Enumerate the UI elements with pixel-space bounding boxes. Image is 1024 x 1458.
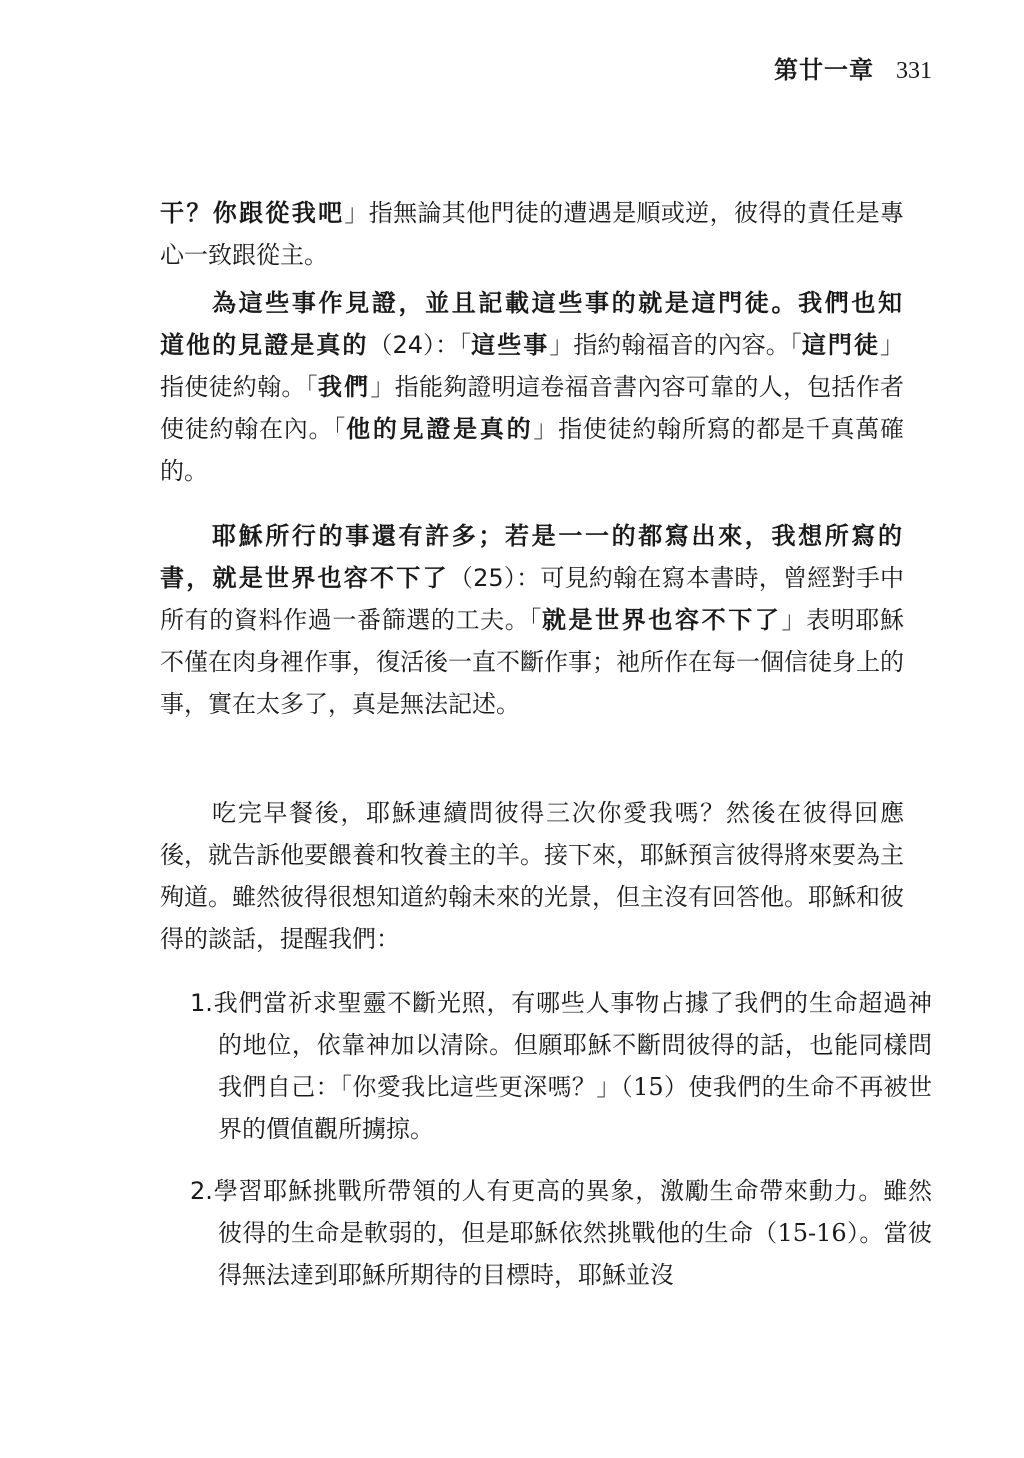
list-item-1 [190,982,932,1150]
commentary-text: 」指使徒約翰所寫的都是千真萬確的。 [160,415,905,485]
list-text: 雖然彼得的生命是軟弱的，但是耶穌依然挑戰他的生命（15-16）。當彼得無法達到耶穌所期待的目標時，耶穌並沒 [218,1177,932,1289]
list-item-2 [190,1170,932,1296]
paragraph-3 [160,515,904,725]
paragraph-4: 吃完早餐後，耶穌連續問彼得三次你愛我嗎？然後在彼得回應後，就告訴他要餵養和牧養主的羊。接下來，耶穌預言彼得將來要為主殉道。雖然彼得很想知道約翰未來的光景，但主沒有回答他。耶穌和彼得的談話，提醒我們： [160,799,904,953]
verse-ref: （24）：「 [368,331,472,359]
commentary-text: 」指能夠證明這卷福音書內容可靠的人，包括作者使徒約翰在內。「 [160,373,905,443]
list-text: 但願耶穌不斷問彼得的話，也能同樣問我們自己：「你愛我比這些更深嗎？」（15）使我們的生命不再被世界的價值觀所擄掠。 [218,1031,933,1143]
list-text: 學習耶穌挑戰所帶領的人有更高的異象，激勵生命帶來動力。 [212,1177,884,1205]
running-header [774,50,932,85]
commentary-text: 」指使徒約翰。「 [160,331,905,401]
quoted-term: 他的見證是真的 [346,414,534,443]
chapter-title: 第廿一章 [774,55,874,84]
list-text: 我們當祈求聖靈不斷光照，有哪些人事物占據了我們的生命超過神的地位，依靠神加以清除。 [212,989,932,1059]
scripture-quote: 為這些事作見證，並且記載這些事的就是這門徒。我們也知道他的見證是真的 [160,288,904,359]
paragraph-1 [160,192,904,276]
commentary-text: 」表明耶穌不僅在肉身裡作事，復活後一直不斷作事；祂所作在每一個信徒身上的事，實在太多了，真是無法記述。 [160,606,905,718]
list-marker: 2. [190,1177,213,1205]
commentary-text: 」指約翰福音的內容。「 [549,331,802,359]
scripture-quote: 耶穌所行的事還有許多；若是一一的都寫出來，我想所寫的書，就是世界也容不下了 [160,521,904,592]
scripture-quote: 干？你跟從我吧 [160,198,345,227]
list-marker: 1. [190,989,213,1017]
commentary-text: （25）：可見約翰在寫本書時，曾經對手中所有的資料作過一番篩選的工夫。「 [160,564,904,634]
quoted-term: 我們 [317,372,371,401]
commentary-text: 」指無論其他門徒的遭遇是順或逆，彼得的責任是專心一致跟從主。 [160,199,905,269]
quoted-term: 這門徒 [801,330,881,359]
page-number: 331 [896,58,932,84]
paragraph-2 [160,282,904,492]
quoted-term: 這些事 [471,330,550,359]
quoted-term: 就是世界也容不下了 [541,605,782,634]
